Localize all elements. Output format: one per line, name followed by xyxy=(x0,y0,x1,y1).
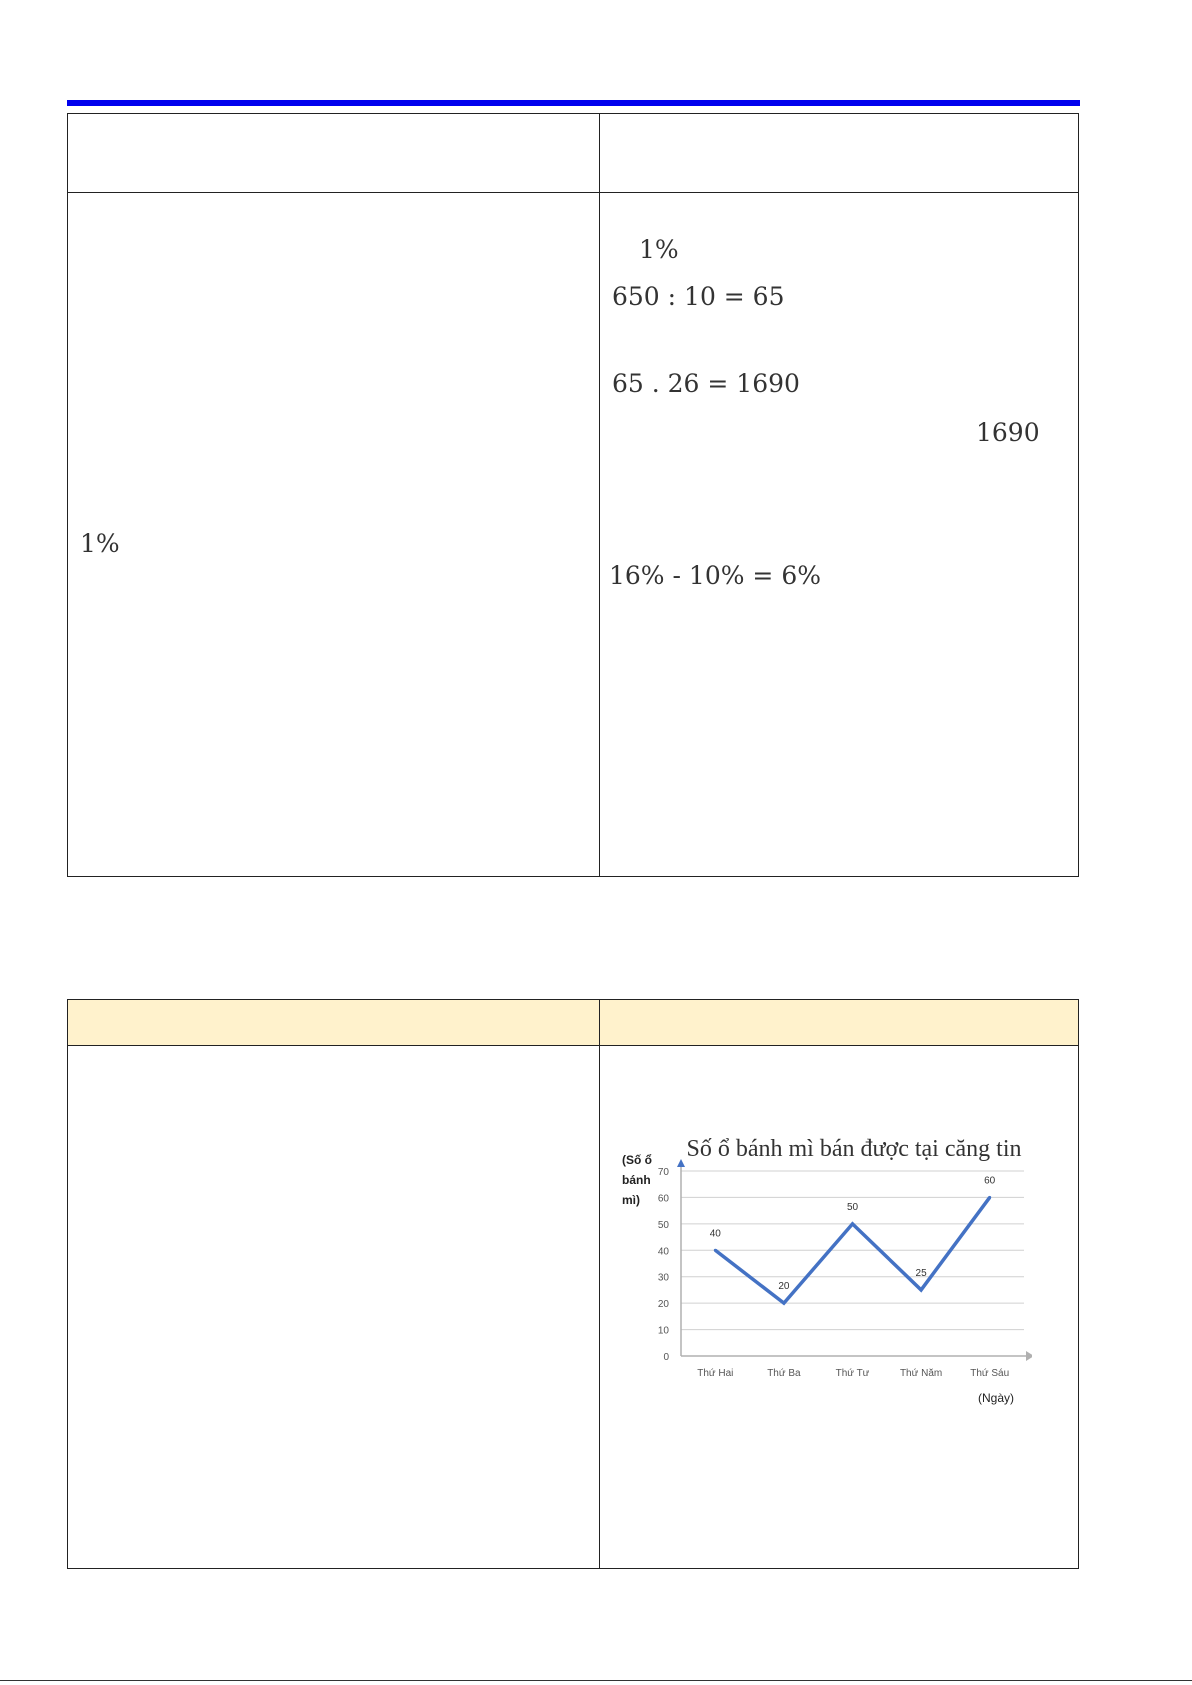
table-1-header-left xyxy=(68,114,600,192)
y-tick-label: 50 xyxy=(657,1219,669,1231)
x-tick-label: Thứ Sáu xyxy=(970,1368,1010,1379)
bread-sales-chart xyxy=(612,1136,1032,1456)
table-2-header-right xyxy=(600,1000,1078,1045)
y-axis-arrow xyxy=(677,1159,685,1167)
data-label: 60 xyxy=(984,1175,996,1187)
y-tick-label: 30 xyxy=(657,1272,669,1284)
data-point xyxy=(988,1196,991,1199)
data-label: 20 xyxy=(778,1281,790,1293)
table-2-header-left xyxy=(68,1000,600,1045)
data-label: 25 xyxy=(915,1267,927,1279)
data-point xyxy=(782,1302,785,1305)
x-axis-arrow xyxy=(1026,1351,1032,1361)
x-tick-label: Thứ Hai xyxy=(697,1368,734,1379)
data-label: 40 xyxy=(709,1228,721,1240)
table-1-body-row xyxy=(68,192,1078,876)
data-point xyxy=(851,1222,854,1225)
table-1-header-right xyxy=(600,114,1078,192)
data-point xyxy=(920,1288,923,1291)
data-label: 50 xyxy=(846,1201,859,1213)
math-line-percent: 1% xyxy=(639,235,679,264)
chart-svg xyxy=(612,1136,1032,1456)
solution-table-2 xyxy=(67,999,1079,1569)
data-point xyxy=(714,1249,717,1252)
math-line-result: 1690 xyxy=(976,418,1040,447)
y-tick-label: 40 xyxy=(657,1246,669,1258)
y-tick-label: 0 xyxy=(663,1352,669,1363)
x-tick-label: Thứ Năm xyxy=(899,1368,943,1379)
top-blue-rule xyxy=(67,100,1080,106)
math-line-product: 65 . 26 = 1690 xyxy=(612,369,800,398)
x-tick-label: Thứ Tư xyxy=(835,1368,870,1379)
table-1-body-right xyxy=(600,193,1078,876)
table-2-header-row xyxy=(68,1000,1078,1045)
left-percent: 1% xyxy=(80,529,120,558)
table-1-body-left xyxy=(68,193,600,876)
y-tick-label: 70 xyxy=(657,1167,669,1178)
y-tick-label: 20 xyxy=(657,1299,669,1311)
chart-title: Số ổ bánh mì bán được tại căng tin xyxy=(686,1136,1022,1162)
y-tick-label: 60 xyxy=(657,1193,669,1205)
x-tick-label: Thứ Ba xyxy=(767,1368,801,1379)
math-line-division: 650 : 10 = 65 xyxy=(612,282,785,311)
y-axis-label: (Số ổ bánh mì) xyxy=(622,1153,652,1207)
math-line-difference: 16% - 10% = 6% xyxy=(609,561,821,590)
table-2-body-left xyxy=(68,1046,600,1568)
bottom-rule xyxy=(0,1680,1192,1681)
table-1-header-row xyxy=(68,114,1078,192)
solution-table-1 xyxy=(67,113,1079,877)
x-axis-label: (Ngày) xyxy=(977,1391,1014,1405)
table-2-body-row xyxy=(68,1045,1078,1568)
y-tick-label: 10 xyxy=(657,1325,669,1337)
table-2-body-right xyxy=(600,1046,1078,1568)
